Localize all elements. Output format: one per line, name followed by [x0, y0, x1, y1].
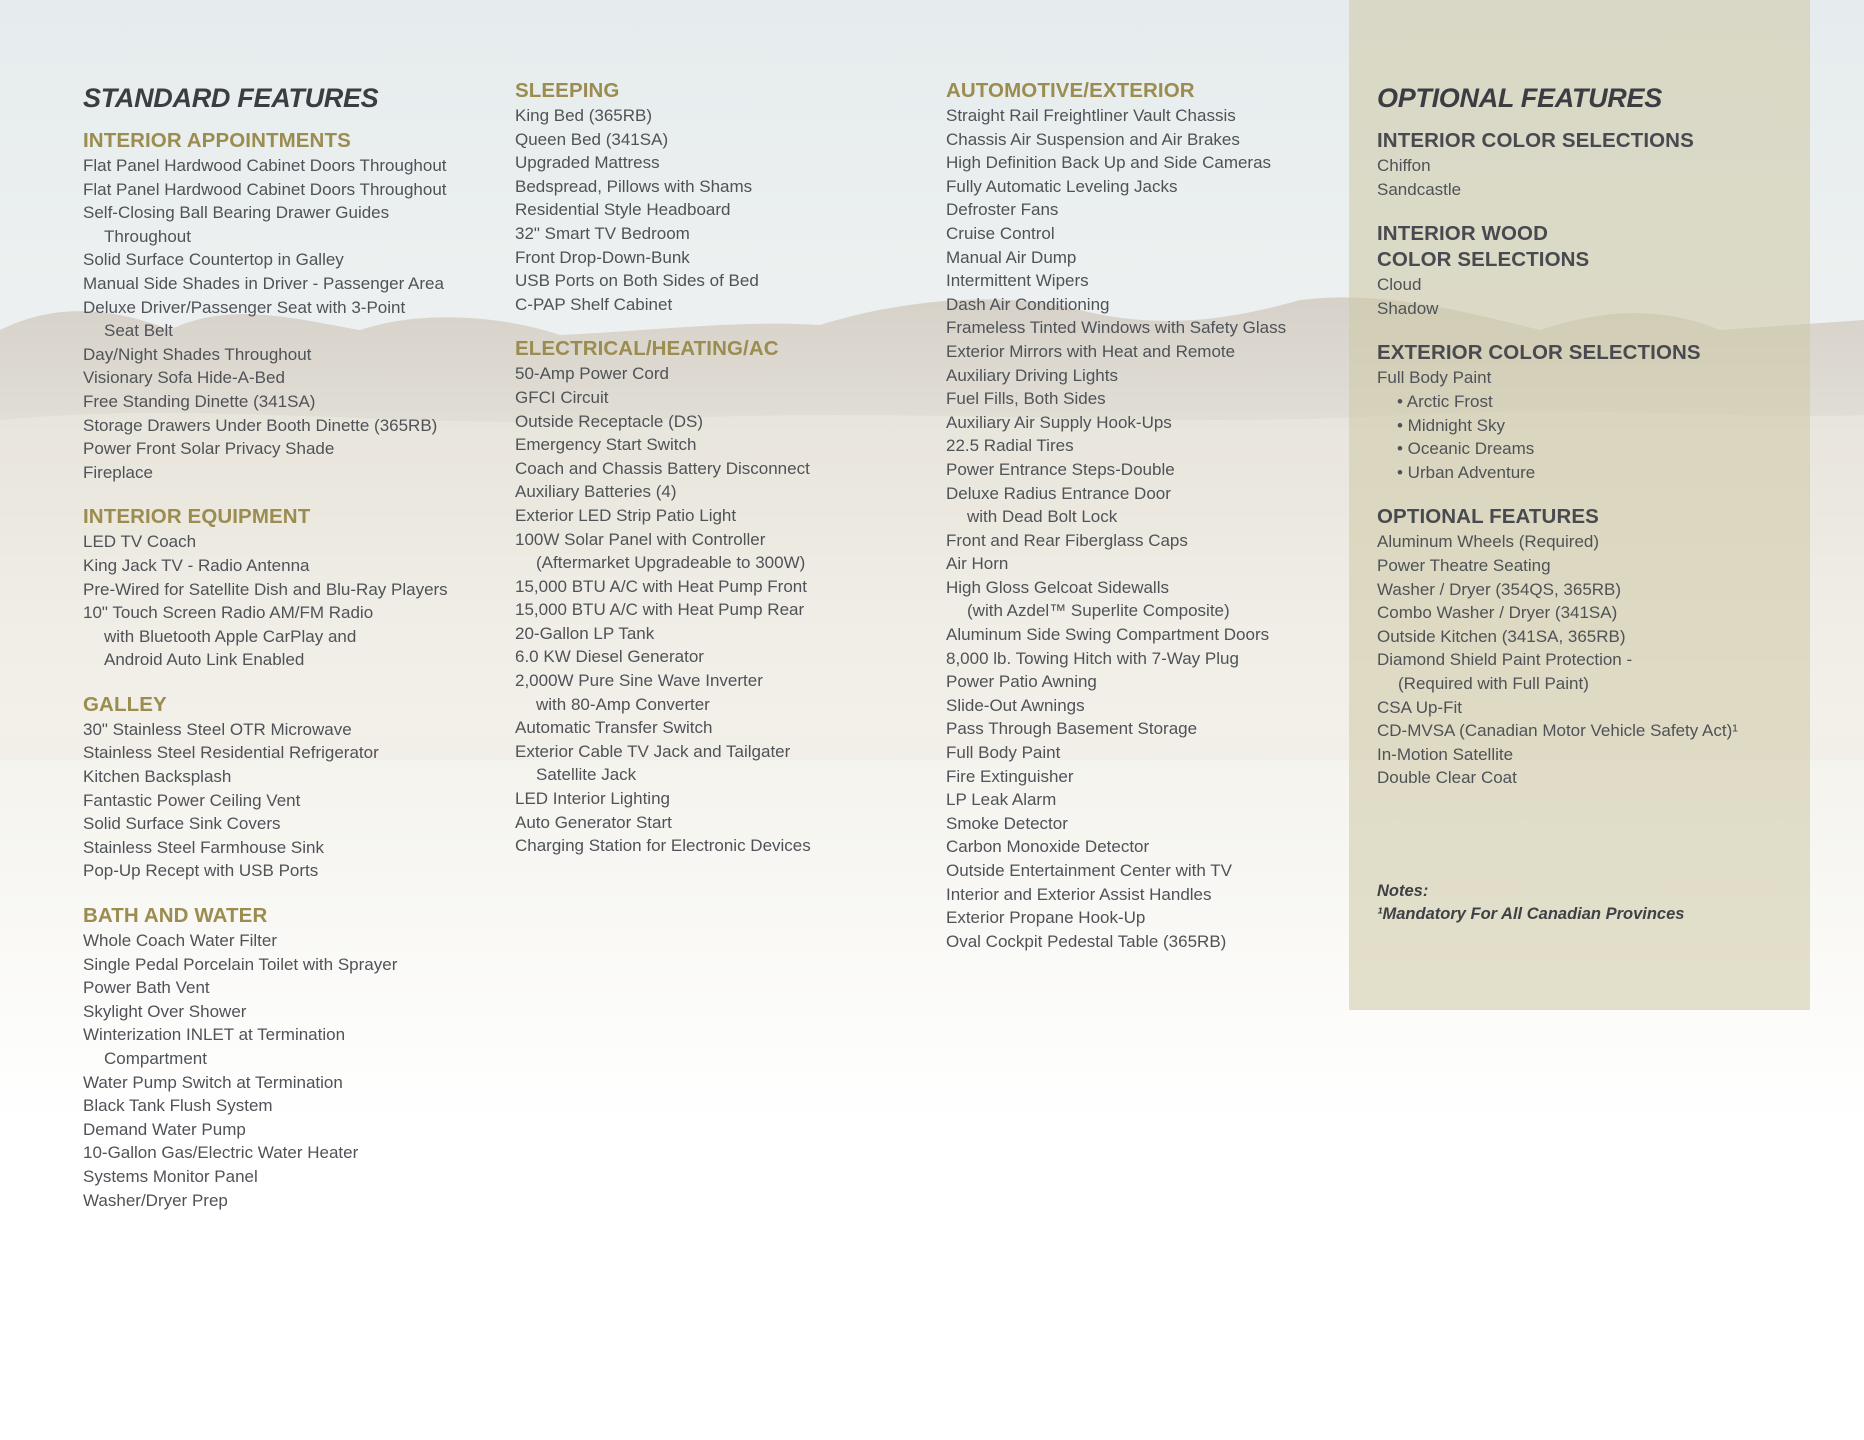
feature-item [946, 552, 1346, 576]
feature-item [83, 296, 483, 343]
feature-item [515, 480, 915, 504]
feature-text: Pre-Wired for Satellite Dish and Blu-Ray Players [83, 579, 448, 599]
feature-text: 32" Smart TV Bedroom [515, 223, 690, 243]
feature-text: CSA Up-Fit [1377, 697, 1463, 717]
feature-text: Sandcastle [1377, 179, 1462, 199]
feature-text: Frameless Tinted Windows with Safety Glass [946, 318, 1287, 338]
feature-text: Upgraded Mattress [515, 153, 660, 173]
feature-item [946, 788, 1346, 812]
feature-item [946, 906, 1346, 930]
section-sleeping [515, 78, 915, 316]
feature-item [1377, 530, 1797, 554]
feature-list [515, 362, 915, 857]
section-title-line: COLOR SELECTIONS [1377, 248, 1590, 272]
feature-list [1377, 154, 1797, 201]
section-title: SLEEPING [515, 79, 620, 102]
feature-text: Whole Coach Water Filter [83, 931, 277, 951]
feature-item [83, 976, 483, 1000]
feature-text: Straight Rail Freightliner Vault Chassis [946, 106, 1236, 125]
section-interior-appointments [83, 128, 483, 484]
feature-text: Auxiliary Air Supply Hook-Ups [946, 412, 1172, 432]
feature-item [515, 598, 915, 622]
feature-text: CD-MVSA (Canadian Motor Vehicle Safety Act)¹ [1377, 721, 1738, 741]
feature-text: Intermittent Wipers [946, 271, 1089, 291]
feature-item [946, 930, 1346, 954]
feature-text: Stainless Steel Residential Refrigerator [83, 743, 379, 763]
feature-text: Washer / Dryer (354QS, 365RB) [1377, 579, 1622, 599]
feature-item [83, 390, 483, 414]
feature-text: Smoke Detector [946, 813, 1068, 833]
feature-text: Flat Panel Hardwood Cabinet Doors Throughout [83, 179, 447, 199]
feature-text-continued: Throughout [104, 226, 191, 246]
feature-text: Deluxe Radius Entrance Door [946, 483, 1171, 503]
feature-text: Winterization INLET at Termination [83, 1025, 346, 1045]
section-galley [83, 692, 483, 883]
sleeping-electrical-column [515, 78, 915, 878]
feature-item [1377, 766, 1797, 790]
feature-item [946, 883, 1346, 907]
feature-item [946, 175, 1346, 199]
feature-list [83, 718, 483, 883]
feature-item [946, 529, 1346, 553]
feature-text-continued: with Bluetooth Apple CarPlay and [104, 626, 357, 646]
feature-text: Fantastic Power Ceiling Vent [83, 790, 301, 810]
feature-text: Manual Air Dump [946, 247, 1077, 267]
feature-item [946, 151, 1346, 175]
feature-list [83, 530, 483, 672]
feature-item [83, 1189, 483, 1213]
feature-text: Solid Surface Countertop in Galley [83, 250, 344, 270]
feature-text: Outside Entertainment Center with TV [946, 861, 1232, 880]
feature-item [83, 554, 483, 578]
feature-text: Double Clear Coat [1377, 768, 1517, 788]
feature-item [946, 694, 1346, 718]
feature-item [515, 128, 915, 152]
feature-text: Front Drop-Down-Bunk [515, 247, 690, 267]
feature-text: Fireplace [83, 462, 153, 482]
feature-item [515, 433, 915, 457]
feature-item [1377, 554, 1797, 578]
feature-text: Water Pump Switch at Termination [83, 1072, 343, 1092]
feature-item [1377, 696, 1797, 720]
feature-text: King Jack TV - Radio Antenna [83, 555, 310, 575]
feature-item [946, 104, 1346, 128]
feature-item [83, 461, 483, 485]
feature-item [83, 1023, 483, 1070]
feature-text: Black Tank Flush System [83, 1096, 273, 1116]
feature-item [946, 482, 1346, 529]
feature-item [83, 1118, 483, 1142]
feature-text: High Gloss Gelcoat Sidewalls [946, 577, 1169, 597]
feature-text-continued: (with Azdel™ Superlite Composite) [967, 601, 1230, 621]
feature-text: Power Entrance Steps-Double [946, 459, 1175, 479]
feature-text: Residential Style Headboard [515, 200, 731, 220]
feature-text: Charging Station for Electronic Devices [515, 836, 811, 856]
feature-text: 30" Stainless Steel OTR Microwave [83, 719, 352, 739]
feature-item [946, 293, 1346, 317]
feature-item [946, 670, 1346, 694]
feature-item [946, 859, 1346, 883]
feature-text: Air Horn [946, 554, 1009, 574]
feature-text: 22.5 Radial Tires [946, 436, 1074, 456]
feature-item [83, 718, 483, 742]
section-title: INTERIOR APPOINTMENTS [83, 129, 351, 152]
feature-item [946, 198, 1346, 222]
feature-item [946, 246, 1346, 270]
feature-item [515, 575, 915, 599]
feature-item [515, 645, 915, 669]
feature-text: Auto Generator Start [515, 812, 672, 832]
notes-label: Notes: [1377, 882, 1429, 900]
feature-text: Power Patio Awning [946, 672, 1097, 692]
section-automotive-exterior [946, 78, 1346, 953]
section-title [1377, 221, 1797, 273]
feature-item [946, 364, 1346, 388]
feature-item [83, 859, 483, 883]
feature-item [515, 222, 915, 246]
feature-item [515, 386, 915, 410]
feature-item [946, 623, 1346, 647]
feature-text: 50-Amp Power Cord [515, 364, 670, 384]
feature-text: Storage Drawers Under Booth Dinette (365RB) [83, 415, 438, 435]
section-exterior-color-selections [1377, 340, 1797, 484]
section-title: BATH AND WATER [83, 904, 268, 928]
feature-item [83, 1094, 483, 1118]
feature-item [946, 576, 1346, 623]
feature-item [1377, 601, 1797, 625]
feature-list [1377, 366, 1797, 484]
feature-item [83, 414, 483, 438]
section-bath-and-water [83, 903, 483, 1212]
color-option-item: • Midnight Sky [1397, 415, 1505, 435]
section-interior-equipment [83, 504, 483, 672]
notes-text: ¹Mandatory For All Canadian Provinces [1377, 905, 1685, 923]
feature-item [83, 437, 483, 461]
feature-text: Free Standing Dinette (341SA) [83, 391, 316, 411]
feature-item [83, 578, 483, 602]
feature-item [83, 741, 483, 765]
feature-text: GFCI Circuit [515, 387, 609, 407]
feature-text: Skylight Over Shower [83, 1001, 247, 1021]
feature-item [1377, 719, 1797, 743]
feature-item [1377, 366, 1797, 390]
feature-text: Dash Air Conditioning [946, 294, 1110, 314]
feature-text: Deluxe Driver/Passenger Seat with 3-Point [83, 297, 406, 317]
section-electrical-heating-ac [515, 336, 915, 857]
feature-text: Carbon Monoxide Detector [946, 837, 1150, 857]
feature-text: Pop-Up Recept with USB Ports [83, 861, 319, 881]
feature-text: LP Leak Alarm [946, 790, 1057, 810]
color-option-item: • Arctic Frost [1397, 391, 1493, 411]
feature-text: Demand Water Pump [83, 1119, 246, 1139]
feature-item [946, 269, 1346, 293]
feature-item [946, 222, 1346, 246]
feature-text: Pass Through Basement Storage [946, 719, 1198, 739]
feature-item [1377, 273, 1797, 297]
feature-text: Power Bath Vent [83, 978, 210, 998]
feature-item [1377, 297, 1797, 321]
feature-text: Manual Side Shades in Driver - Passenger Area [83, 273, 444, 293]
feature-text: Solid Surface Sink Covers [83, 814, 281, 834]
feature-item [83, 1141, 483, 1165]
feature-item [515, 457, 915, 481]
feature-item [83, 929, 483, 953]
feature-text: Bedspread, Pillows with Shams [515, 176, 753, 196]
feature-item [83, 812, 483, 836]
feature-text: C-PAP Shelf Cabinet [515, 294, 673, 314]
feature-item [515, 669, 915, 716]
feature-text: Systems Monitor Panel [83, 1166, 258, 1186]
feature-item [83, 1071, 483, 1095]
feature-text: Shadow [1377, 298, 1439, 318]
feature-text: Outside Kitchen (341SA, 365RB) [1377, 626, 1626, 646]
feature-text: In-Motion Satellite [1377, 744, 1514, 764]
feature-item [515, 362, 915, 386]
feature-item [83, 201, 483, 248]
feature-item [946, 411, 1346, 435]
notes [1377, 880, 1797, 926]
feature-item [515, 175, 915, 199]
feature-text: Aluminum Side Swing Compartment Doors [946, 625, 1270, 645]
section-title: AUTOMOTIVE/EXTERIOR [946, 79, 1195, 102]
feature-text-continued: (Aftermarket Upgradeable to 300W) [536, 553, 806, 573]
feature-item [1377, 154, 1797, 178]
feature-item [1377, 625, 1797, 649]
feature-item [83, 178, 483, 202]
feature-text: Slide-Out Awnings [946, 695, 1085, 715]
feature-text: Combo Washer / Dryer (341SA) [1377, 603, 1618, 623]
feature-item [946, 316, 1346, 340]
color-option-item: • Urban Adventure [1397, 462, 1536, 482]
feature-text: Stainless Steel Farmhouse Sink [83, 837, 324, 857]
feature-item [946, 741, 1346, 765]
feature-item [515, 528, 915, 575]
feature-item [515, 716, 915, 740]
feature-item [515, 246, 915, 270]
feature-item [1377, 648, 1797, 695]
feature-item [83, 366, 483, 390]
feature-text: Cloud [1377, 275, 1422, 295]
feature-list [946, 104, 1346, 953]
automotive-exterior-column [946, 78, 1346, 973]
feature-text: Day/Night Shades Throughout [83, 344, 312, 364]
feature-text: 15,000 BTU A/C with Heat Pump Rear [515, 600, 805, 620]
feature-text: Visionary Sofa Hide-A-Bed [83, 368, 285, 388]
feature-item [515, 787, 915, 811]
feature-list [515, 104, 915, 316]
feature-text: Diamond Shield Paint Protection - [1377, 650, 1633, 670]
feature-text: 10-Gallon Gas/Electric Water Heater [83, 1143, 359, 1163]
section-interior-wood-color-selections [1377, 221, 1797, 320]
feature-item [83, 248, 483, 272]
feature-text-continued: Seat Belt [104, 321, 173, 341]
feature-item [83, 1000, 483, 1024]
feature-item [946, 647, 1346, 671]
feature-item [515, 811, 915, 835]
feature-list [1377, 530, 1797, 790]
feature-text-continued: Android Auto Link Enabled [104, 650, 305, 670]
feature-item [515, 104, 915, 128]
feature-text: Power Front Solar Privacy Shade [83, 439, 335, 459]
standard-features-title: STANDARD FEATURES [83, 83, 379, 113]
feature-list [83, 929, 483, 1212]
feature-text: Auxiliary Batteries (4) [515, 482, 677, 502]
feature-item [83, 154, 483, 178]
feature-item [515, 293, 915, 317]
feature-text: Fire Extinguisher [946, 766, 1074, 786]
feature-item [515, 410, 915, 434]
feature-item [946, 717, 1346, 741]
feature-text-continued: (Required with Full Paint) [1398, 673, 1589, 693]
feature-text-continued: with 80-Amp Converter [536, 694, 710, 714]
feature-text: Chiffon [1377, 156, 1431, 175]
feature-text: Fuel Fills, Both Sides [946, 389, 1106, 409]
feature-text: Exterior Propane Hook-Up [946, 908, 1146, 928]
color-option-item: • Oceanic Dreams [1397, 439, 1535, 459]
optional-features-title: OPTIONAL FEATURES [1377, 83, 1662, 113]
feature-text: Exterior Mirrors with Heat and Remote [946, 341, 1236, 361]
feature-item [83, 789, 483, 813]
feature-text: 6.0 KW Diesel Generator [515, 647, 704, 667]
section-title: ELECTRICAL/HEATING/AC [515, 337, 779, 361]
section-title: INTERIOR COLOR SELECTIONS [1377, 129, 1694, 152]
feature-text-continued: Compartment [104, 1049, 207, 1068]
feature-text: Flat Panel Hardwood Cabinet Doors Throughout [83, 156, 447, 175]
feature-text: Queen Bed (341SA) [515, 129, 669, 149]
feature-text: LED TV Coach [83, 532, 197, 552]
section-title-line: INTERIOR WOOD [1377, 222, 1548, 246]
feature-item [515, 740, 915, 787]
standard-features-column [83, 78, 483, 1232]
feature-text: Auxiliary Driving Lights [946, 365, 1118, 385]
feature-text: Oval Cockpit Pedestal Table (365RB) [946, 931, 1227, 951]
feature-item [515, 504, 915, 528]
feature-item [515, 834, 915, 858]
feature-text: Aluminum Wheels (Required) [1377, 532, 1600, 552]
feature-item [1377, 743, 1797, 767]
feature-text: Coach and Chassis Battery Disconnect [515, 458, 810, 478]
feature-item [946, 458, 1346, 482]
feature-text: 10" Touch Screen Radio AM/FM Radio [83, 603, 374, 623]
feature-item [515, 269, 915, 293]
feature-text: Washer/Dryer Prep [83, 1190, 228, 1210]
feature-item [83, 1165, 483, 1189]
feature-item [83, 765, 483, 789]
feature-item [515, 198, 915, 222]
feature-item [515, 622, 915, 646]
feature-item [515, 151, 915, 175]
feature-text: High Definition Back Up and Side Cameras [946, 153, 1272, 173]
section-optional-features [1377, 504, 1797, 790]
section-title: INTERIOR EQUIPMENT [83, 505, 311, 529]
feature-text: Kitchen Backsplash [83, 767, 232, 787]
feature-item [83, 601, 483, 672]
feature-text: 100W Solar Panel with Controller [515, 529, 766, 549]
feature-text: Emergency Start Switch [515, 435, 697, 455]
feature-text: Exterior LED Strip Patio Light [515, 505, 737, 525]
feature-item [83, 272, 483, 296]
feature-text: Full Body Paint [946, 743, 1061, 763]
section-title: GALLEY [83, 692, 167, 716]
feature-text: Defroster Fans [946, 200, 1059, 220]
feature-text: Fully Automatic Leveling Jacks [946, 176, 1178, 196]
feature-text: 8,000 lb. Towing Hitch with 7-Way Plug [946, 648, 1239, 668]
feature-text: Exterior Cable TV Jack and Tailgater [515, 741, 791, 761]
feature-text: Power Theatre Seating [1377, 555, 1551, 575]
feature-text: 20-Gallon LP Tank [515, 623, 655, 643]
feature-item [83, 836, 483, 860]
feature-list [1377, 273, 1797, 320]
feature-text: Automatic Transfer Switch [515, 718, 713, 738]
feature-item [946, 434, 1346, 458]
feature-text: Cruise Control [946, 223, 1055, 243]
feature-text-continued: with Dead Bolt Lock [967, 507, 1118, 527]
feature-item [83, 953, 483, 977]
feature-item [946, 812, 1346, 836]
section-interior-color-selections [1377, 128, 1797, 201]
feature-text: Self-Closing Ball Bearing Drawer Guides [83, 203, 390, 223]
optional-features-column [1377, 78, 1797, 810]
section-title: OPTIONAL FEATURES [1377, 505, 1599, 529]
section-title: EXTERIOR COLOR SELECTIONS [1377, 341, 1701, 365]
feature-text: Chassis Air Suspension and Air Brakes [946, 129, 1240, 149]
feature-text: 15,000 BTU A/C with Heat Pump Front [515, 576, 807, 596]
feature-item [1377, 178, 1797, 202]
feature-item [946, 128, 1346, 152]
feature-text: 2,000W Pure Sine Wave Inverter [515, 671, 763, 691]
feature-item [83, 530, 483, 554]
feature-item [946, 387, 1346, 411]
feature-list [83, 154, 483, 484]
feature-text: Interior and Exterior Assist Handles [946, 884, 1212, 904]
feature-text: LED Interior Lighting [515, 789, 670, 809]
feature-text: Outside Receptacle (DS) [515, 411, 704, 431]
feature-item [946, 765, 1346, 789]
feature-item [946, 835, 1346, 859]
feature-text-continued: Satellite Jack [536, 765, 637, 785]
feature-text: King Bed (365RB) [515, 106, 653, 125]
feature-text: Full Body Paint [1377, 368, 1492, 388]
feature-text: Single Pedal Porcelain Toilet with Sprayer [83, 954, 398, 974]
feature-item [946, 340, 1346, 364]
feature-item [83, 343, 483, 367]
feature-text: Front and Rear Fiberglass Caps [946, 530, 1188, 550]
feature-item [1377, 578, 1797, 602]
feature-text: USB Ports on Both Sides of Bed [515, 271, 759, 291]
